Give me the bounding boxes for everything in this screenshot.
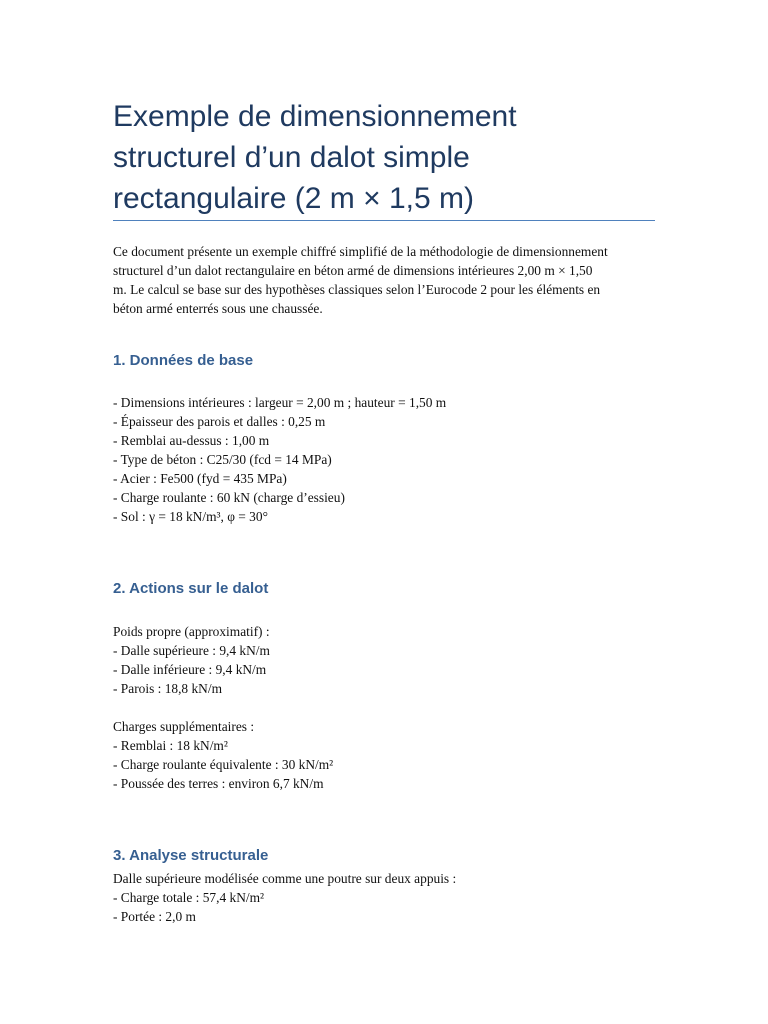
list-item: - Charge totale : 57,4 kN/m² [113,890,265,905]
section-donnees-de-base-list [113,393,658,526]
list-item: Poids propre (approximatif) : [113,624,270,639]
list-item: - Dimensions intérieures : largeur = 2,00 m ; hauteur = 1,50 m [113,395,447,410]
title-underline-divider [113,220,655,221]
section-charges-supplementaires-list [113,717,658,793]
list-item: - Remblai : 18 kN/m² [113,738,228,753]
list-item: - Poussée des terres : environ 6,7 kN/m [113,776,324,791]
section-heading-analyse-structurale: 3. Analyse structurale [113,847,269,864]
intro-line: Ce document présente un exemple chiffré simplifié de la méthodologie de dimensionnement [113,244,608,259]
list-item: Charges supplémentaires : [113,719,255,734]
title-line: structurel d’un dalot simple [113,141,470,174]
list-item: - Portée : 2,0 m [113,909,196,924]
list-item: - Charge roulante : 60 kN (charge d’essieu) [113,490,345,505]
title-line: Exemple de dimensionnement [113,100,517,133]
list-item: - Acier : Fe500 (fyd = 435 MPa) [113,471,287,486]
list-item: - Type de béton : C25/30 (fcd = 14 MPa) [113,452,332,467]
list-item: - Sol : γ = 18 kN/m³, φ = 30° [113,509,268,524]
section-poids-propre-list [113,622,658,698]
intro-paragraph [113,242,658,318]
list-item: - Charge roulante équivalente : 30 kN/m² [113,757,334,772]
list-item: - Remblai au-dessus : 1,00 m [113,433,270,448]
section-heading-actions-sur-le-dalot: 2. Actions sur le dalot [113,580,269,597]
list-item: - Dalle supérieure : 9,4 kN/m [113,643,270,658]
intro-line: béton armé enterrés sous une chaussée. [113,301,323,316]
intro-line: m. Le calcul se base sur des hypothèses classiques selon l’Eurocode 2 pour les éléments en [113,282,601,297]
list-item: Dalle supérieure modélisée comme une poutre sur deux appuis : [113,871,457,886]
section-analyse-structurale-list [113,869,658,926]
list-item: - Épaisseur des parois et dalles : 0,25 m [113,414,326,429]
section-heading-donnees-de-base: 1. Données de base [113,352,254,369]
title-line: rectangulaire (2 m × 1,5 m) [113,182,474,215]
list-item: - Parois : 18,8 kN/m [113,681,222,696]
intro-line: structurel d’un dalot rectangulaire en béton armé de dimensions intérieures 2,00 m × 1,50 [113,263,593,278]
document-title [113,96,658,219]
list-item: - Dalle inférieure : 9,4 kN/m [113,662,267,677]
